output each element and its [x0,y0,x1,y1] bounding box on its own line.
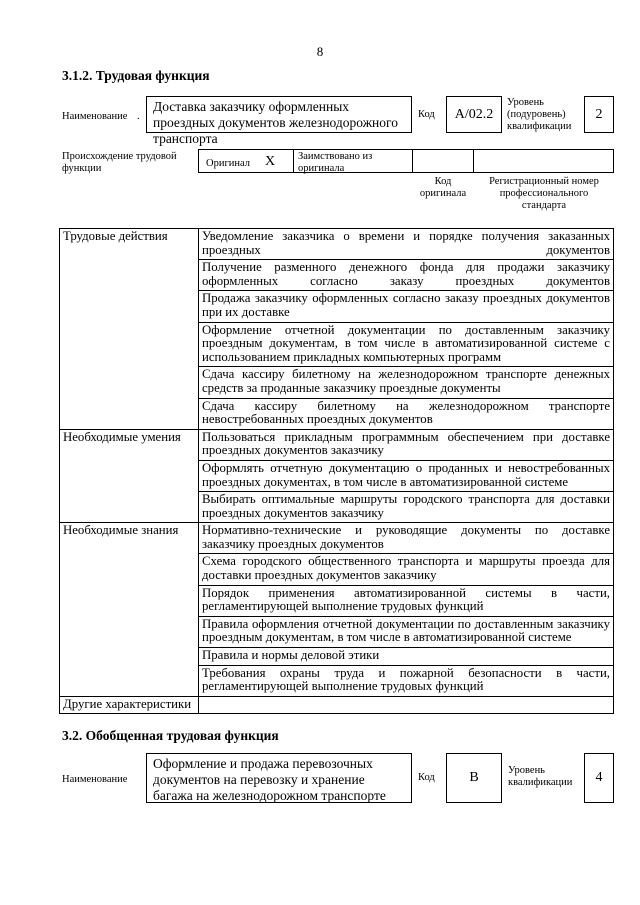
code-value-box-2 [446,753,502,803]
borrowed-cell [293,149,413,173]
code-original-cell [412,149,474,173]
level-value-box [584,96,614,133]
origin-label: Происхождение трудовой функции [62,151,177,174]
table-cell: Сдача кассиру билетному на железнодорожном транспорте денежных средств за проданные заказчику проездные документы [199,367,614,398]
table-cell: Правила оформления отчетной документации по доставленным заказчику проездным документам, в том числе в автоматизированной системе [199,616,614,647]
name-dot: . [137,111,140,122]
code-label: Код [418,109,435,120]
name-label-2: Наименование [62,774,128,785]
table-cell: Схема городского общественного транспорта и маршруты проезда для доставки проездных документов заказчику [199,554,614,585]
original-mark: X [265,154,276,169]
category-cell: Необходимые умения [60,429,199,523]
page-number: 8 [316,44,324,59]
table-cell: Порядок применения автоматизированной системы в части, регламентирующей выполнение трудовых функций [199,585,614,616]
level-label-2: Уровень квалификации [508,765,573,788]
table-row [60,523,614,554]
table-row [60,696,614,714]
table-cell: Пользоваться прикладным программным обеспечением при доставке проездных документов заказчику [199,429,614,460]
name-value: Доставка заказчику оформленных проездных документов железнодорожного транспорта [153,99,398,146]
original-label: Оригинал [206,158,250,169]
code-value-box [446,96,502,133]
code-value-2: В [469,770,479,785]
code-original-label: Код оригинала [419,176,467,199]
table-row [60,229,614,260]
table-row [60,429,614,460]
borrowed-label: Заимствовано из оригинала [298,151,373,174]
level-label: Уровень (подуровень) квалификации [507,97,572,132]
section-title-labor-function: 3.1.2. Трудовая функция [62,68,210,83]
original-cell [198,149,294,173]
table-cell: Оформление отчетной документации по доставленным заказчику проездным документам, в том числе в автоматизированной системе с использованием прикладных компьютерных программ [199,322,614,367]
reg-number-label: Регистрационный номер профессионального стандарта [489,176,599,211]
table-cell: Уведомление заказчика о времени и порядке получения заказанных проездных документов [199,229,614,260]
table-cell: Нормативно-технические и руководящие документы по доставке заказчику проездных документов [199,523,614,554]
section-title-generalized-function: 3.2. Обобщенная трудовая функция [62,728,279,743]
name-value-box [146,96,412,146]
name-value-2: Оформление и продажа перевозочных документов на перевозку и хранение багажа на железнодорожном транспорте [153,756,386,803]
name-value-box-2 [146,753,412,803]
level-value-box-2 [584,753,614,803]
table-cell: Продажа заказчику оформленных согласно заказу проездных документов при их доставке [199,291,614,322]
table-cell: Выбирать оптимальные маршруты городского транспорта для доставки проездных документов заказчику [199,492,614,523]
table-cell: Правила и нормы деловой этики [199,648,614,666]
table-cell [199,696,614,714]
reg-number-cell [473,149,614,173]
table-cell: Получение разменного денежного фонда для продажи заказчику оформленных согласно заказу проездных документов [199,260,614,291]
table-cell: Сдача кассиру билетному на железнодорожном транспорте невостребованных проездных документов [199,398,614,429]
category-cell: Другие характеристики [60,696,199,714]
code-value: А/02.2 [454,107,494,122]
name-label: Наименование [62,111,128,122]
table-cell: Требования охраны труда и пожарной безопасности в части, регламентирующей выполнение трудовых функций [199,665,614,696]
table-cell: Оформлять отчетную документацию о проданных и невостребованных проездных документах, в том числе в автоматизированной системе [199,460,614,491]
level-value-2: 4 [595,770,603,785]
code-label-2: Код [418,772,435,783]
labor-function-table [59,228,614,714]
category-cell: Необходимые знания [60,523,199,697]
level-value: 2 [595,107,603,122]
category-cell: Трудовые действия [60,229,199,430]
